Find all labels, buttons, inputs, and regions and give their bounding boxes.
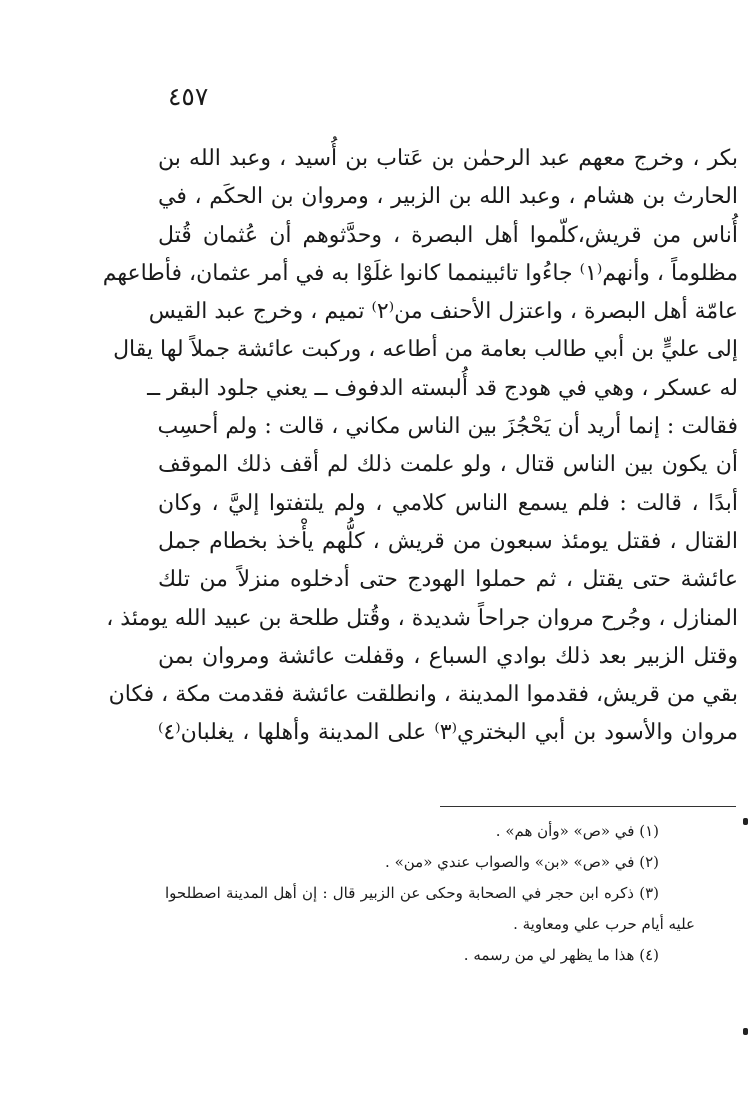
text-line: مظلوماً ، وأنهم⁽١⁾ جاءُوا تائبينمما كانوا غلَوْا به في أمر عثمان، فأطاعهم (102, 260, 738, 286)
page-number: ٤٥٧ (168, 82, 209, 111)
text-line: فقالت : إنما أريد أن يَحْجُزَ بين الناس مكاني ، قالت : ولم أحسِب (157, 414, 738, 440)
text-line: الحارث بن هشام ، وعبد الله بن الزبير ، ومروان بن الحكَم ، في (158, 184, 738, 210)
text-line: وقتل الزبير بعد ذلك بوادي السباع ، وقفلت عائشة ومروان بمن (158, 643, 738, 669)
text-line: له عسكر ، وهي في هودج قد أُلبسته الدفوف ــ يعني جلود البقر ــ (147, 375, 738, 401)
scan-mark-icon (743, 1028, 748, 1035)
scan-mark-icon (743, 818, 748, 825)
text-line: أبدًا ، قالت : فلم يسمع الناس كلامي ، ولم يلتفتوا إليَّ ، وكان (158, 490, 738, 516)
text-line: إلى عليٍّ بن أبي طالب بعامة من أطاعه ، وركبت عائشة جملاً لها يقال (113, 337, 738, 363)
footnote-3-continuation: عليه أيام حرب علي ومعاوية . (513, 915, 695, 933)
text-line: بكر ، وخرج معهم عبد الرحمٰن بن عَتاب بن أُسيد ، وعبد الله بن (158, 146, 738, 171)
text-line: أُناس من قريش،كلّموا أهل البصرة ، وحدَّثوهم أن عُثمان قُتل (158, 222, 738, 248)
text-line: عائشة حتى يقتل ، ثم حملوا الهودج حتى أدخلوه منزلاً من تلك (158, 567, 738, 593)
text-line: بقي من قريش، فقدموا المدينة ، وانطلقت عائشة فقدمت مكة ، فكان (108, 682, 738, 708)
footnote-4: (٤) هذا ما يظهر لي من رسمه . (463, 946, 659, 964)
footnote-3: (٣) ذكره ابن حجر في الصحابة وحكى عن الزبير قال : إن أهل المدينة اصطلحوا (165, 884, 659, 902)
text-line: عامّة أهل البصرة ، واعتزل الأحنف من⁽٢⁾ تميم ، وخرج عبد القيس (148, 299, 738, 325)
footnote-2: (٢) في «ص» «بن» والصواب عندي «من» . (385, 853, 659, 871)
footnote-1: (١) في «ص» «وأن هم» . (495, 822, 659, 840)
text-line: القتال ، فقتل يومئذ سبعون من قريش ، كلُّهم يأْخذ بخطام جمل (158, 528, 738, 554)
text-line: المنازل ، وجُرح مروان جراحاً شديدة ، وقُتل طلحة بن عبيد الله يومئذ ، (106, 605, 738, 631)
text-line: مروان والأسود بن أبي البختري⁽٣⁾ على المدينة وأهلها ، يغلبان⁽٤⁾ (158, 720, 738, 746)
text-line: أن يكون بين الناس قتال ، ولو علمت ذلك لم أقف ذلك الموقف (158, 452, 738, 478)
main-text (102, 140, 738, 753)
footnote-divider (440, 806, 736, 807)
footnotes (165, 816, 695, 971)
